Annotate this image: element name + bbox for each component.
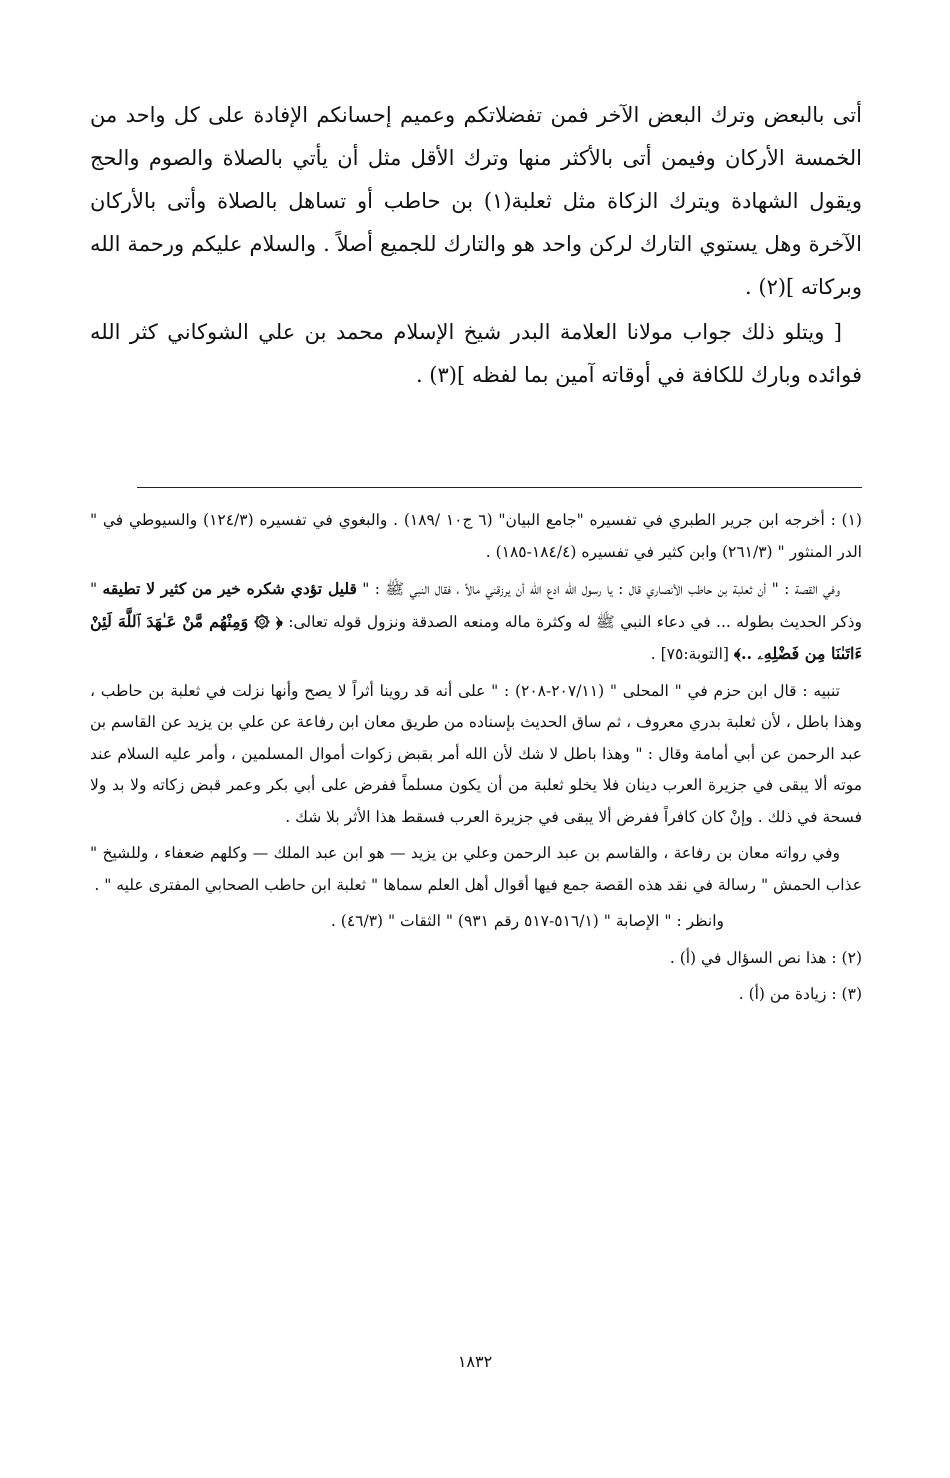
footnote-1-source: (١) : أخرجه ابن جرير الطبري في تفسيره "جامع البيان" (٦ ج١٠ /١٨٩) . والبغوي في تفسيره (١٢٤/٣) والسيوطي في " الدر المنثور " (٢٦١/٣) وابن كثير في تفسيره (١٨٤/٤-١٨٥) . [90,511,862,561]
main-text [90,94,862,397]
footnote-1-see-also: وانظر : " الإصابة " (٥١٦/١-٥١٧ رقم ٩٣١) " الثقات " (٤٦/٣) . [330,912,724,930]
footnote-1-quran-verse: ﴿ ۞ وَمِنْهُم مَّنْ عَـٰهَدَ ٱللَّهَ لَئِنْ ءَاتَىٰنَا مِن فَضْلِهِۦ ..﴾ [90,611,862,663]
footnote-1-narrators: وفي رواته معان بن رفاعة ، والقاسم بن عبد الرحمن وعلي بن يزيد — هو ابن عبد الملك — وكلهم ضعفاء ، وللشيخ " عذاب الحمش " رسالة في نقد هذه القصة جمع فيها أقوال أهل العلم سماها " ثعلبة ابن حاطب الصحابي المفترى عليه " . [90,844,862,894]
footnote-1-story-rest: " وذكر الحديث بطوله ... في دعاء النبي ﷺ له وكثرة ماله ومنعه الصدقة ونزول قوله تعالى: [90,580,862,631]
body-paragraph-1: أتى بالبعض وترك البعض الآخر فمن تفضلاتكم وعميم إحسانكم الإفادة على كل واحد من الخمسة الأركان وفيمن أتى بالأكثر منها وترك الأقل مثل أن يأتي بالصلاة والصوم والحج ويقول الشهادة ويترك الزكاة مثل ثعلبة(١) بن حاطب أو تساهل بالصلاة وأتى بالأركان الآخرة وهل يستوي التارك لركن واحد هو والتارك للجميع أصلاً . والسلام عليكم ورحمة الله وبركاته ](٢) . [90,103,862,299]
footnote-1-hadith-quote: قليل تؤدي شكره خير من كثير لا تطيقه [102,579,357,598]
footnote-1-story [90,573,862,671]
footnote-2: (٢) : هذا نص السؤال في (أ) . [669,948,862,967]
footnote-divider [137,487,862,488]
footnote-1-warning: تنبيه : قال ابن حزم في " المحلى " (٢٠٧/١١-٢٠٨) : " على أنه قد روينا أثراً لا يصح وأنها نزلت في ثعلبة بن حاطب ، وهذا باطل ، لأن ثعلبة بدري معروف ، ثم ساق الحديث بإسناده من طريق معان ابن رفاعة عن علي بن يزيد عن القاسم بن عبد الرحمن عن أبي أمامة وقال : " وهذا باطل لا شك لأن الله أمر بقبض زكوات أموال المسلمين ، وأمر عليه السلام عند موته ألا يبقى في جزيرة العرب دينان فلا يخلو ثعلبة من أن يكون مسلماً ففرض على أبي بكر وعمر قبض زكاته ولا بد ولا فسحة في ذلك . وإنْ كان كافراً ففرض ألا يبقى في جزيرة العرب فسقط هذا الأثر بلا شك . [90,681,862,826]
body-paragraph-2: [ ويتلو ذلك جواب مولانا العلامة البدر شيخ الإسلام محمد بن علي الشوكاني كثر الله فوائده وبارك للكافة في أوقاته آمين بما لفظه ](٣) . [90,320,862,387]
footnote-1-story-intro: وفي القصة : " أن ثعلبة بن حاطب الأنصاري قال : يا رسول الله ادع الله أن يرزقني مالاً ، فقال النبي ﷺ : " [356,580,840,598]
footnotes [90,505,862,1016]
footnote-1-verse-reference: [التوبة:٧٥] . [650,645,734,663]
footnote-3: (٣) : زيادة من (أ) . [738,985,862,1003]
page-number: ١٨٣٢ [457,1352,493,1371]
